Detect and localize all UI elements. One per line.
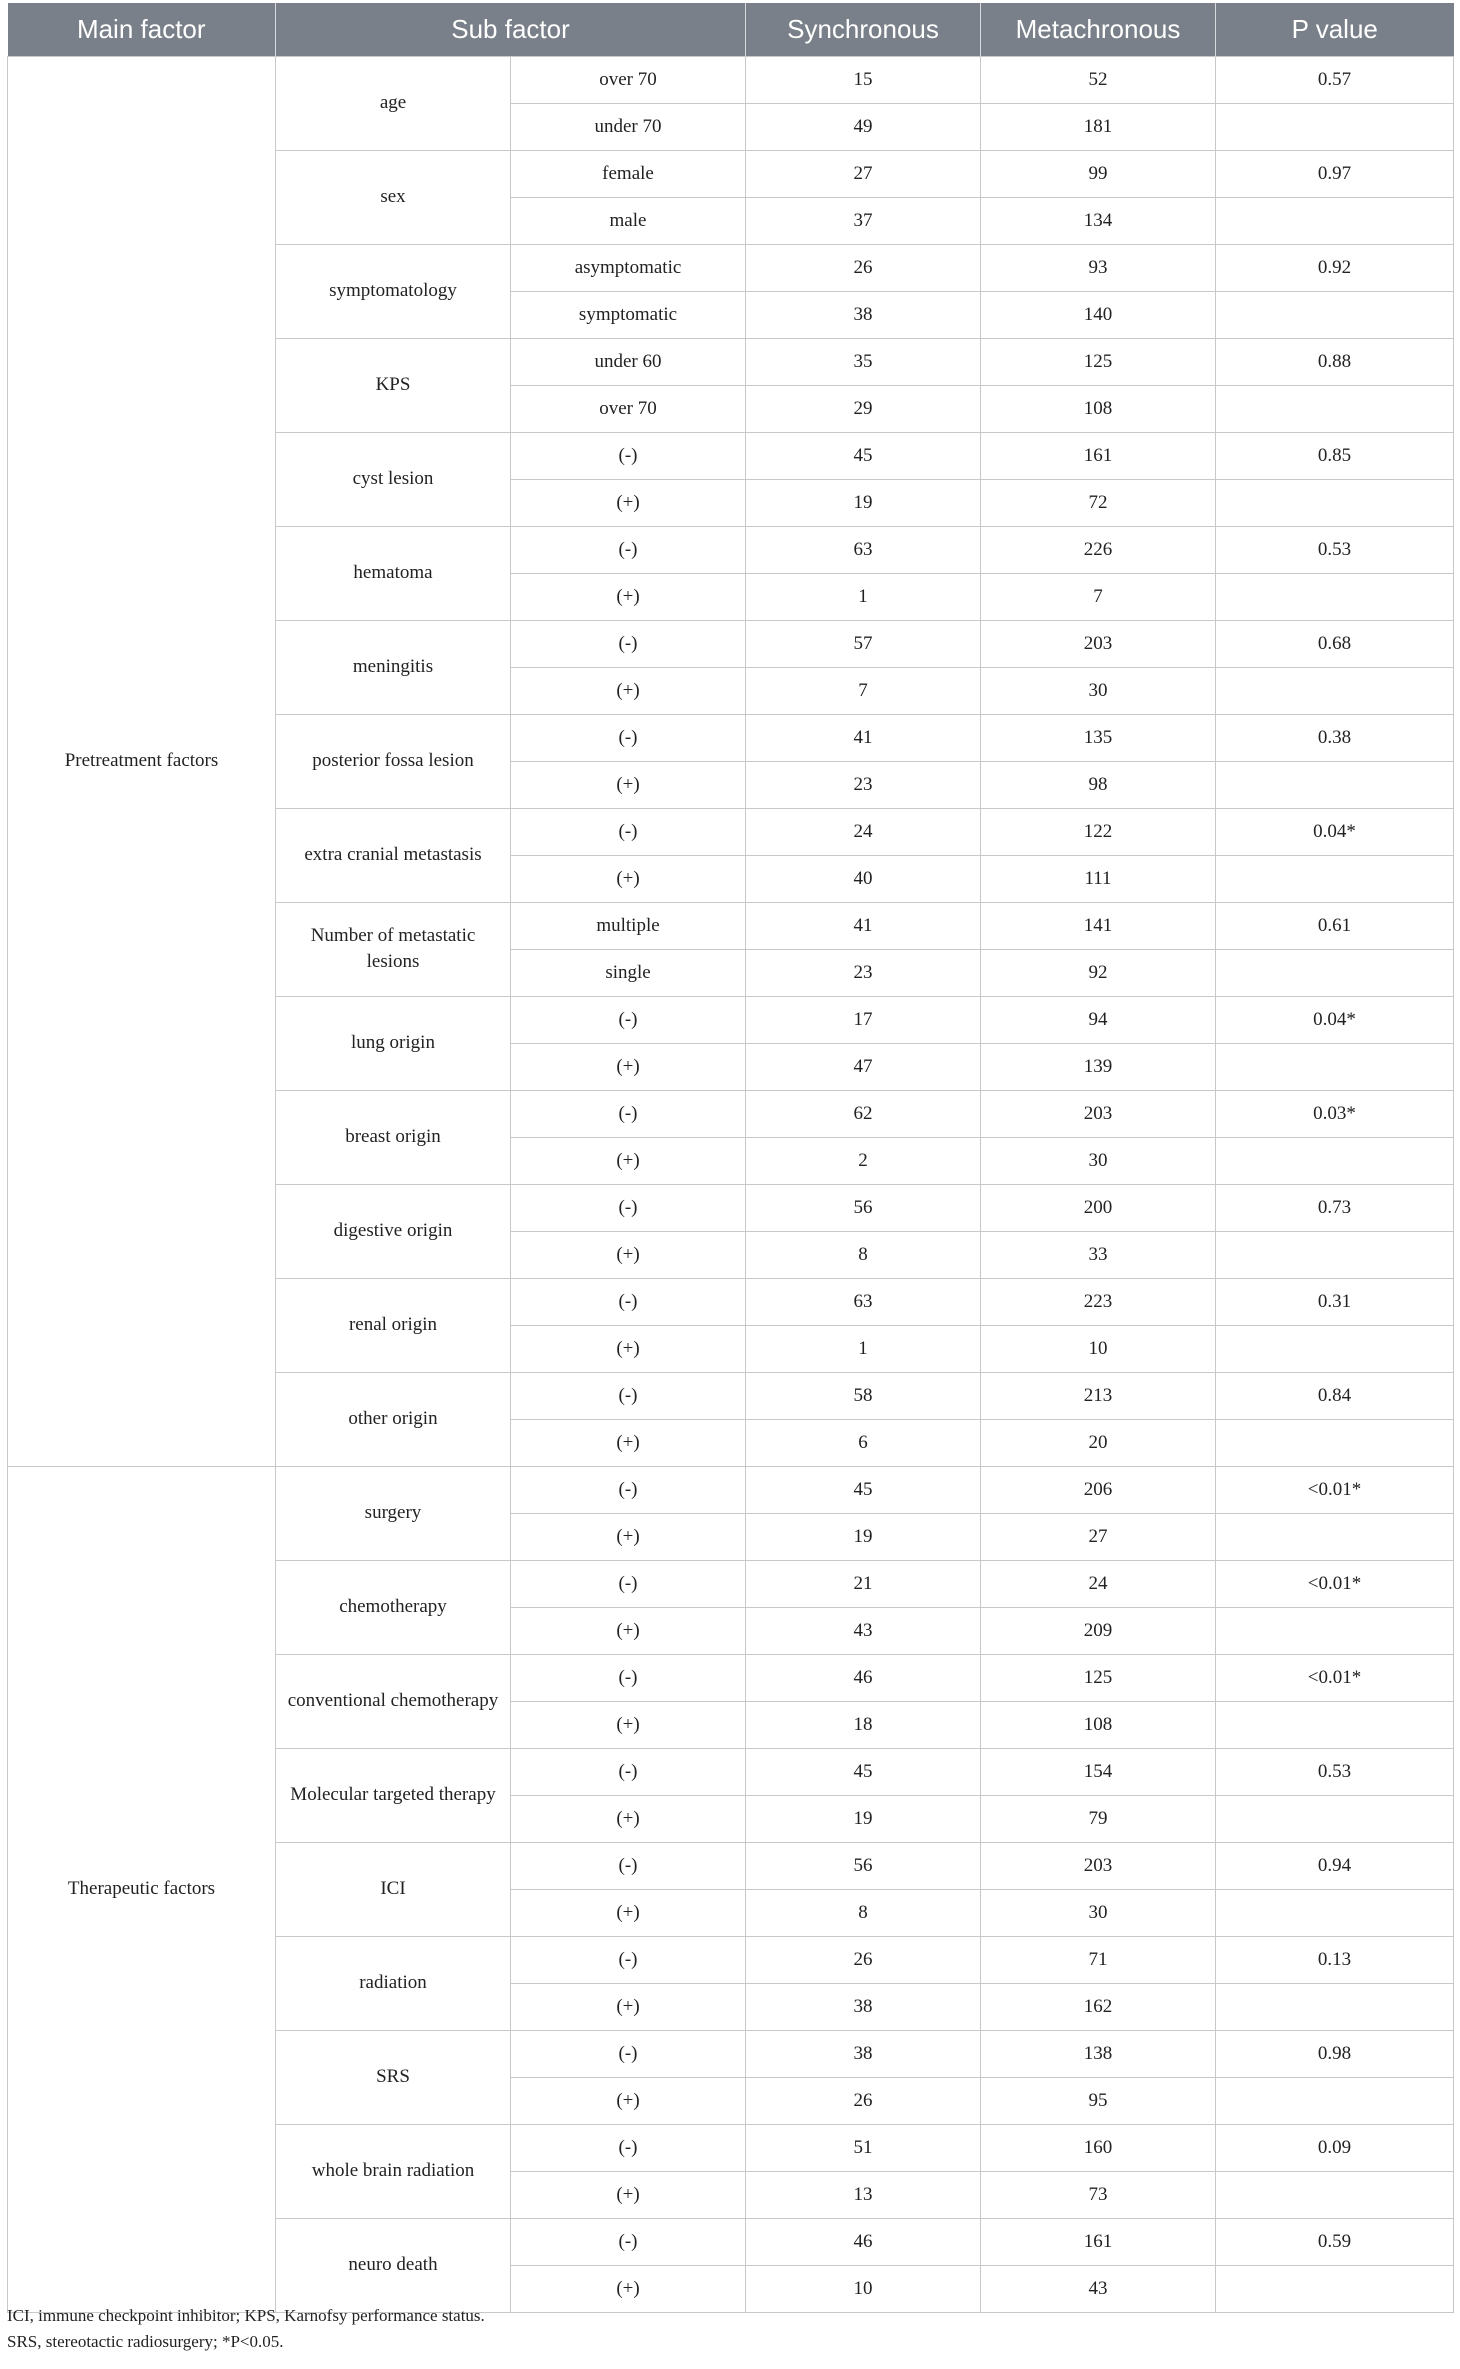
synchronous-cell: 51 — [746, 2124, 981, 2171]
table-row — [8, 1466, 1454, 1513]
p-value-cell: 0.04* — [1216, 808, 1454, 855]
header-metachronous: Metachronous — [981, 3, 1216, 56]
factor-name-cell: age — [276, 56, 511, 150]
p-value-cell: 0.85 — [1216, 432, 1454, 479]
synchronous-cell: 46 — [746, 1654, 981, 1701]
metachronous-cell: 161 — [981, 2218, 1216, 2265]
p-value-cell — [1216, 103, 1454, 150]
metachronous-cell: 72 — [981, 479, 1216, 526]
p-value-cell — [1216, 1889, 1454, 1936]
sub-factor-cell: under 70 — [511, 103, 746, 150]
sub-factor-cell: (+) — [511, 1701, 746, 1748]
sub-factor-cell: under 60 — [511, 338, 746, 385]
table-row — [8, 56, 1454, 103]
synchronous-cell: 26 — [746, 1936, 981, 1983]
factor-name-cell: posterior fossa lesion — [276, 714, 511, 808]
header-synchronous: Synchronous — [746, 3, 981, 56]
metachronous-cell: 209 — [981, 1607, 1216, 1654]
p-value-cell: 0.53 — [1216, 1748, 1454, 1795]
sub-factor-cell: (+) — [511, 1889, 746, 1936]
synchronous-cell: 57 — [746, 620, 981, 667]
p-value-cell: 0.84 — [1216, 1372, 1454, 1419]
sub-factor-cell: symptomatic — [511, 291, 746, 338]
sub-factor-cell: (-) — [511, 1090, 746, 1137]
factor-name-cell: surgery — [276, 1466, 511, 1560]
factor-name-cell: symptomatology — [276, 244, 511, 338]
metachronous-cell: 43 — [981, 2265, 1216, 2312]
p-value-cell — [1216, 479, 1454, 526]
factor-name-cell: meningitis — [276, 620, 511, 714]
synchronous-cell: 45 — [746, 432, 981, 479]
sub-factor-cell: (-) — [511, 526, 746, 573]
sub-factor-cell: (-) — [511, 1372, 746, 1419]
metachronous-cell: 125 — [981, 1654, 1216, 1701]
sub-factor-cell: (+) — [511, 1043, 746, 1090]
metachronous-cell: 79 — [981, 1795, 1216, 1842]
metachronous-cell: 122 — [981, 808, 1216, 855]
sub-factor-cell: (-) — [511, 2124, 746, 2171]
factor-name-cell: chemotherapy — [276, 1560, 511, 1654]
sub-factor-cell: single — [511, 949, 746, 996]
factor-name-cell: SRS — [276, 2030, 511, 2124]
sub-factor-cell: (-) — [511, 1654, 746, 1701]
metachronous-cell: 223 — [981, 1278, 1216, 1325]
synchronous-cell: 19 — [746, 1795, 981, 1842]
metachronous-cell: 203 — [981, 1090, 1216, 1137]
sub-factor-cell: (+) — [511, 573, 746, 620]
sub-factor-cell: (+) — [511, 667, 746, 714]
sub-factor-cell: (-) — [511, 808, 746, 855]
metachronous-cell: 203 — [981, 1842, 1216, 1889]
factor-name-cell: extra cranial metastasis — [276, 808, 511, 902]
factor-name-cell: ICI — [276, 1842, 511, 1936]
factor-name-cell: conventional chemotherapy — [276, 1654, 511, 1748]
synchronous-cell: 46 — [746, 2218, 981, 2265]
header-sub-factor: Sub factor — [276, 3, 746, 56]
metachronous-cell: 181 — [981, 103, 1216, 150]
p-value-cell: 0.97 — [1216, 150, 1454, 197]
metachronous-cell: 160 — [981, 2124, 1216, 2171]
synchronous-cell: 63 — [746, 526, 981, 573]
header-main-factor: Main factor — [8, 3, 276, 56]
p-value-cell — [1216, 855, 1454, 902]
synchronous-cell: 19 — [746, 479, 981, 526]
synchronous-cell: 6 — [746, 1419, 981, 1466]
p-value-cell: 0.98 — [1216, 2030, 1454, 2077]
synchronous-cell: 19 — [746, 1513, 981, 1560]
metachronous-cell: 203 — [981, 620, 1216, 667]
synchronous-cell: 43 — [746, 1607, 981, 1654]
synchronous-cell: 26 — [746, 244, 981, 291]
p-value-cell — [1216, 197, 1454, 244]
synchronous-cell: 17 — [746, 996, 981, 1043]
synchronous-cell: 10 — [746, 2265, 981, 2312]
factor-name-cell: neuro death — [276, 2218, 511, 2312]
metachronous-cell: 213 — [981, 1372, 1216, 1419]
p-value-cell — [1216, 1325, 1454, 1372]
metachronous-cell: 125 — [981, 338, 1216, 385]
synchronous-cell: 8 — [746, 1231, 981, 1278]
p-value-cell — [1216, 1795, 1454, 1842]
metachronous-cell: 161 — [981, 432, 1216, 479]
synchronous-cell: 1 — [746, 1325, 981, 1372]
sub-factor-cell: over 70 — [511, 385, 746, 432]
metachronous-cell: 206 — [981, 1466, 1216, 1513]
metachronous-cell: 33 — [981, 1231, 1216, 1278]
p-value-cell: 0.61 — [1216, 902, 1454, 949]
synchronous-cell: 26 — [746, 2077, 981, 2124]
p-value-cell: 0.68 — [1216, 620, 1454, 667]
synchronous-cell: 47 — [746, 1043, 981, 1090]
sub-factor-cell: (-) — [511, 1184, 746, 1231]
p-value-cell: 0.88 — [1216, 338, 1454, 385]
sub-factor-cell: (+) — [511, 855, 746, 902]
synchronous-cell: 63 — [746, 1278, 981, 1325]
footnote-srs: SRS, stereotactic radiosurgery; *P<0.05. — [7, 2332, 284, 2351]
factor-name-cell: lung origin — [276, 996, 511, 1090]
metachronous-cell: 52 — [981, 56, 1216, 103]
synchronous-cell: 41 — [746, 714, 981, 761]
metachronous-cell: 139 — [981, 1043, 1216, 1090]
synchronous-cell: 13 — [746, 2171, 981, 2218]
synchronous-cell: 37 — [746, 197, 981, 244]
sub-factor-cell: (+) — [511, 1231, 746, 1278]
sub-factor-cell: (-) — [511, 1842, 746, 1889]
metachronous-cell: 30 — [981, 1889, 1216, 1936]
factor-name-cell: other origin — [276, 1372, 511, 1466]
synchronous-cell: 62 — [746, 1090, 981, 1137]
p-value-cell — [1216, 1137, 1454, 1184]
p-value-cell — [1216, 2077, 1454, 2124]
p-value-cell — [1216, 761, 1454, 808]
factor-name-cell: Number of metastatic lesions — [276, 902, 511, 996]
sub-factor-cell: over 70 — [511, 56, 746, 103]
sub-factor-cell: (+) — [511, 2265, 746, 2312]
sub-factor-cell: asymptomatic — [511, 244, 746, 291]
synchronous-cell: 38 — [746, 1983, 981, 2030]
synchronous-cell: 2 — [746, 1137, 981, 1184]
metachronous-cell: 99 — [981, 150, 1216, 197]
p-value-cell — [1216, 385, 1454, 432]
sub-factor-cell: (-) — [511, 2030, 746, 2077]
factor-name-cell: renal origin — [276, 1278, 511, 1372]
p-value-cell — [1216, 949, 1454, 996]
p-value-cell — [1216, 1983, 1454, 2030]
factor-name-cell: cyst lesion — [276, 432, 511, 526]
sub-factor-cell: (+) — [511, 2077, 746, 2124]
factor-name-cell: breast origin — [276, 1090, 511, 1184]
metachronous-cell: 92 — [981, 949, 1216, 996]
sub-factor-cell: (+) — [511, 1325, 746, 1372]
sub-factor-cell: (+) — [511, 479, 746, 526]
metachronous-cell: 10 — [981, 1325, 1216, 1372]
metachronous-cell: 154 — [981, 1748, 1216, 1795]
sub-factor-cell: (+) — [511, 1137, 746, 1184]
metachronous-cell: 73 — [981, 2171, 1216, 2218]
comparison-table — [7, 3, 1454, 2313]
metachronous-cell: 30 — [981, 1137, 1216, 1184]
metachronous-cell: 138 — [981, 2030, 1216, 2077]
synchronous-cell: 38 — [746, 2030, 981, 2077]
p-value-cell: 0.53 — [1216, 526, 1454, 573]
synchronous-cell: 56 — [746, 1842, 981, 1889]
p-value-cell — [1216, 2171, 1454, 2218]
p-value-cell — [1216, 1043, 1454, 1090]
synchronous-cell: 23 — [746, 949, 981, 996]
p-value-cell: 0.59 — [1216, 2218, 1454, 2265]
factor-name-cell: digestive origin — [276, 1184, 511, 1278]
metachronous-cell: 111 — [981, 855, 1216, 902]
metachronous-cell: 94 — [981, 996, 1216, 1043]
synchronous-cell: 7 — [746, 667, 981, 714]
sub-factor-cell: (-) — [511, 1560, 746, 1607]
factor-name-cell: KPS — [276, 338, 511, 432]
synchronous-cell: 21 — [746, 1560, 981, 1607]
synchronous-cell: 23 — [746, 761, 981, 808]
metachronous-cell: 7 — [981, 573, 1216, 620]
metachronous-cell: 71 — [981, 1936, 1216, 1983]
p-value-cell: 0.57 — [1216, 56, 1454, 103]
sub-factor-cell: (-) — [511, 1466, 746, 1513]
sub-factor-cell: male — [511, 197, 746, 244]
metachronous-cell: 108 — [981, 1701, 1216, 1748]
synchronous-cell: 29 — [746, 385, 981, 432]
sub-factor-cell: (+) — [511, 1983, 746, 2030]
sub-factor-cell: (+) — [511, 1513, 746, 1560]
metachronous-cell: 135 — [981, 714, 1216, 761]
sub-factor-cell: (-) — [511, 1936, 746, 1983]
p-value-cell: 0.13 — [1216, 1936, 1454, 1983]
p-value-cell: <0.01* — [1216, 1654, 1454, 1701]
sub-factor-cell: (+) — [511, 1795, 746, 1842]
footnotes — [7, 2303, 485, 2355]
metachronous-cell: 93 — [981, 244, 1216, 291]
sub-factor-cell: female — [511, 150, 746, 197]
footnote-abbreviations: ICI, immune checkpoint inhibitor; KPS, Karnofsy performance status. — [7, 2306, 485, 2325]
synchronous-cell: 24 — [746, 808, 981, 855]
synchronous-cell: 45 — [746, 1748, 981, 1795]
metachronous-cell: 30 — [981, 667, 1216, 714]
sub-factor-cell: multiple — [511, 902, 746, 949]
p-value-cell — [1216, 667, 1454, 714]
p-value-cell: 0.09 — [1216, 2124, 1454, 2171]
synchronous-cell: 8 — [746, 1889, 981, 1936]
p-value-cell: 0.92 — [1216, 244, 1454, 291]
p-value-cell: 0.73 — [1216, 1184, 1454, 1231]
main-factor-cell: Therapeutic factors — [8, 1466, 276, 2312]
synchronous-cell: 41 — [746, 902, 981, 949]
factor-name-cell: radiation — [276, 1936, 511, 2030]
metachronous-cell: 108 — [981, 385, 1216, 432]
metachronous-cell: 20 — [981, 1419, 1216, 1466]
p-value-cell — [1216, 2265, 1454, 2312]
sub-factor-cell: (+) — [511, 2171, 746, 2218]
factor-name-cell: sex — [276, 150, 511, 244]
factor-name-cell: whole brain radiation — [276, 2124, 511, 2218]
synchronous-cell: 15 — [746, 56, 981, 103]
p-value-cell: 0.31 — [1216, 1278, 1454, 1325]
p-value-cell: 0.38 — [1216, 714, 1454, 761]
table-body — [8, 56, 1454, 2312]
sub-factor-cell: (-) — [511, 996, 746, 1043]
metachronous-cell: 162 — [981, 1983, 1216, 2030]
p-value-cell: 0.03* — [1216, 1090, 1454, 1137]
synchronous-cell: 56 — [746, 1184, 981, 1231]
sub-factor-cell: (-) — [511, 620, 746, 667]
metachronous-cell: 24 — [981, 1560, 1216, 1607]
factor-name-cell: Molecular targeted therapy — [276, 1748, 511, 1842]
metachronous-cell: 226 — [981, 526, 1216, 573]
p-value-cell — [1216, 1419, 1454, 1466]
metachronous-cell: 27 — [981, 1513, 1216, 1560]
metachronous-cell: 141 — [981, 902, 1216, 949]
sub-factor-cell: (-) — [511, 1748, 746, 1795]
p-value-cell — [1216, 1513, 1454, 1560]
metachronous-cell: 134 — [981, 197, 1216, 244]
synchronous-cell: 18 — [746, 1701, 981, 1748]
synchronous-cell: 38 — [746, 291, 981, 338]
header-p-value: P value — [1216, 3, 1454, 56]
p-value-cell: <0.01* — [1216, 1466, 1454, 1513]
p-value-cell: 0.04* — [1216, 996, 1454, 1043]
metachronous-cell: 98 — [981, 761, 1216, 808]
synchronous-cell: 1 — [746, 573, 981, 620]
synchronous-cell: 40 — [746, 855, 981, 902]
sub-factor-cell: (+) — [511, 1607, 746, 1654]
synchronous-cell: 45 — [746, 1466, 981, 1513]
sub-factor-cell: (-) — [511, 1278, 746, 1325]
p-value-cell — [1216, 573, 1454, 620]
p-value-cell: <0.01* — [1216, 1560, 1454, 1607]
p-value-cell — [1216, 1701, 1454, 1748]
synchronous-cell: 49 — [746, 103, 981, 150]
synchronous-cell: 58 — [746, 1372, 981, 1419]
synchronous-cell: 27 — [746, 150, 981, 197]
factor-name-cell: hematoma — [276, 526, 511, 620]
sub-factor-cell: (-) — [511, 432, 746, 479]
table-header-row — [8, 3, 1454, 56]
main-factor-cell: Pretreatment factors — [8, 56, 276, 1466]
p-value-cell — [1216, 291, 1454, 338]
sub-factor-cell: (+) — [511, 761, 746, 808]
p-value-cell — [1216, 1607, 1454, 1654]
p-value-cell: 0.94 — [1216, 1842, 1454, 1889]
metachronous-cell: 95 — [981, 2077, 1216, 2124]
sub-factor-cell: (+) — [511, 1419, 746, 1466]
synchronous-cell: 35 — [746, 338, 981, 385]
sub-factor-cell: (-) — [511, 2218, 746, 2265]
sub-factor-cell: (-) — [511, 714, 746, 761]
metachronous-cell: 140 — [981, 291, 1216, 338]
p-value-cell — [1216, 1231, 1454, 1278]
metachronous-cell: 200 — [981, 1184, 1216, 1231]
